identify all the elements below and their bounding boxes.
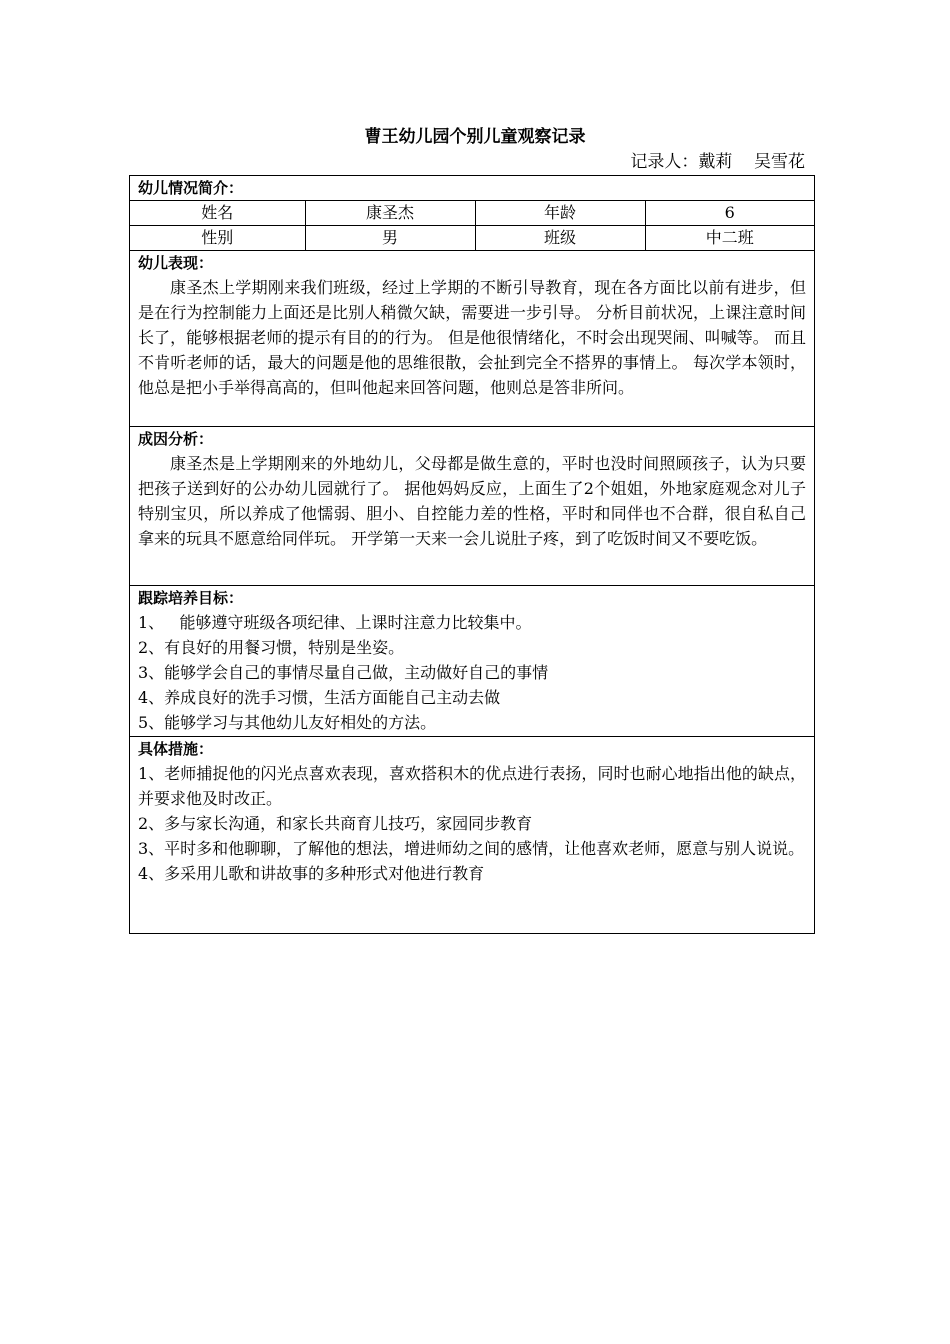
measure-item: 2、多与家长沟通，和家长共商育儿技巧，家园同步教育 (138, 814, 533, 833)
performance-heading: 幼儿表现： (138, 254, 214, 272)
measures-heading: 具体措施： (138, 740, 214, 758)
goal-item: 3、能够学会自己的事情尽量自己做，主动做好自己的事情 (138, 663, 549, 682)
info-row (130, 201, 814, 226)
age-label: 年龄 (475, 201, 645, 226)
info-row (130, 226, 814, 251)
measure-item: 4、多采用儿歌和讲故事的多种形式对他进行教育 (138, 864, 485, 883)
goals-section (130, 586, 814, 737)
goal-item: 2、有良好的用餐习惯，特别是坐姿。 (138, 638, 405, 657)
cause-text: 康圣杰是上学期刚来的外地幼儿，父母都是做生意的，平时也没时间照顾孩子，认为只要把孩子送到好的公办幼儿园就行了。 据他妈妈反应，上面生了2个姐姐，外地家庭观念对儿子特别宝贝，所以养成了他懦弱、胆小、自控能力差的性格，平时和同伴也不合群，很自私自己拿来的玩具不愿意给同伴玩。 开学第一天来一会儿说肚子疼，到了吃饭时间又不要吃饭。 (138, 454, 806, 548)
class-label: 班级 (475, 226, 645, 251)
cause-heading: 成因分析： (138, 430, 214, 448)
recorder-line: 记录人：戴莉 吴雪花 (630, 152, 805, 172)
goal-item: 1、 能够遵守班级各项纪律、上课时注意力比较集中。 (138, 613, 532, 632)
gender-label: 性别 (130, 226, 305, 251)
performance-section (130, 251, 814, 427)
measure-item: 1、老师捕捉他的闪光点喜欢表现，喜欢搭积木的优点进行表扬，同时也耐心地指出他的缺点，并要求他及时改正。 (138, 764, 806, 808)
goal-item: 5、能够学习与其他幼儿友好相处的方法。 (138, 713, 437, 732)
intro-heading: 幼儿情况简介： (138, 179, 244, 197)
gender-value: 男 (305, 226, 475, 251)
goal-item: 4、养成良好的洗手习惯，生活方面能自己主动去做 (138, 688, 501, 707)
document-title: 曹王幼儿园个别儿童观察记录 (364, 127, 586, 147)
measures-section (130, 737, 814, 933)
performance-text: 康圣杰上学期刚来我们班级，经过上学期的不断引导教育，现在各方面比以前有进步，但是在行为控制能力上面还是比别人稍微欠缺，需要进一步引导。 分析目前状况，上课注意时间长了，能够根据老师的提示有目的的行为。 但是他很情绪化，不时会出现哭闹、叫喊等。 而且不肯听老师的话，最大的问题是他的思维很散，会扯到完全不搭界的事情上。 每次学本领时，他总是把小手举得高高的，但叫他起来回答问题，他则总是答非所问。 (138, 278, 806, 397)
age-value: 6 (645, 201, 814, 226)
name-label: 姓名 (130, 201, 305, 226)
measure-item: 3、平时多和他聊聊，了解他的想法，增进师幼之间的感情，让他喜欢老师，愿意与别人说说。 (138, 839, 805, 858)
info-table (130, 200, 814, 250)
goals-heading: 跟踪培养目标： (138, 589, 244, 607)
class-value: 中二班 (645, 226, 814, 251)
intro-section (130, 176, 814, 251)
name-value: 康圣杰 (305, 201, 475, 226)
cause-section (130, 427, 814, 586)
observation-table (129, 175, 815, 934)
